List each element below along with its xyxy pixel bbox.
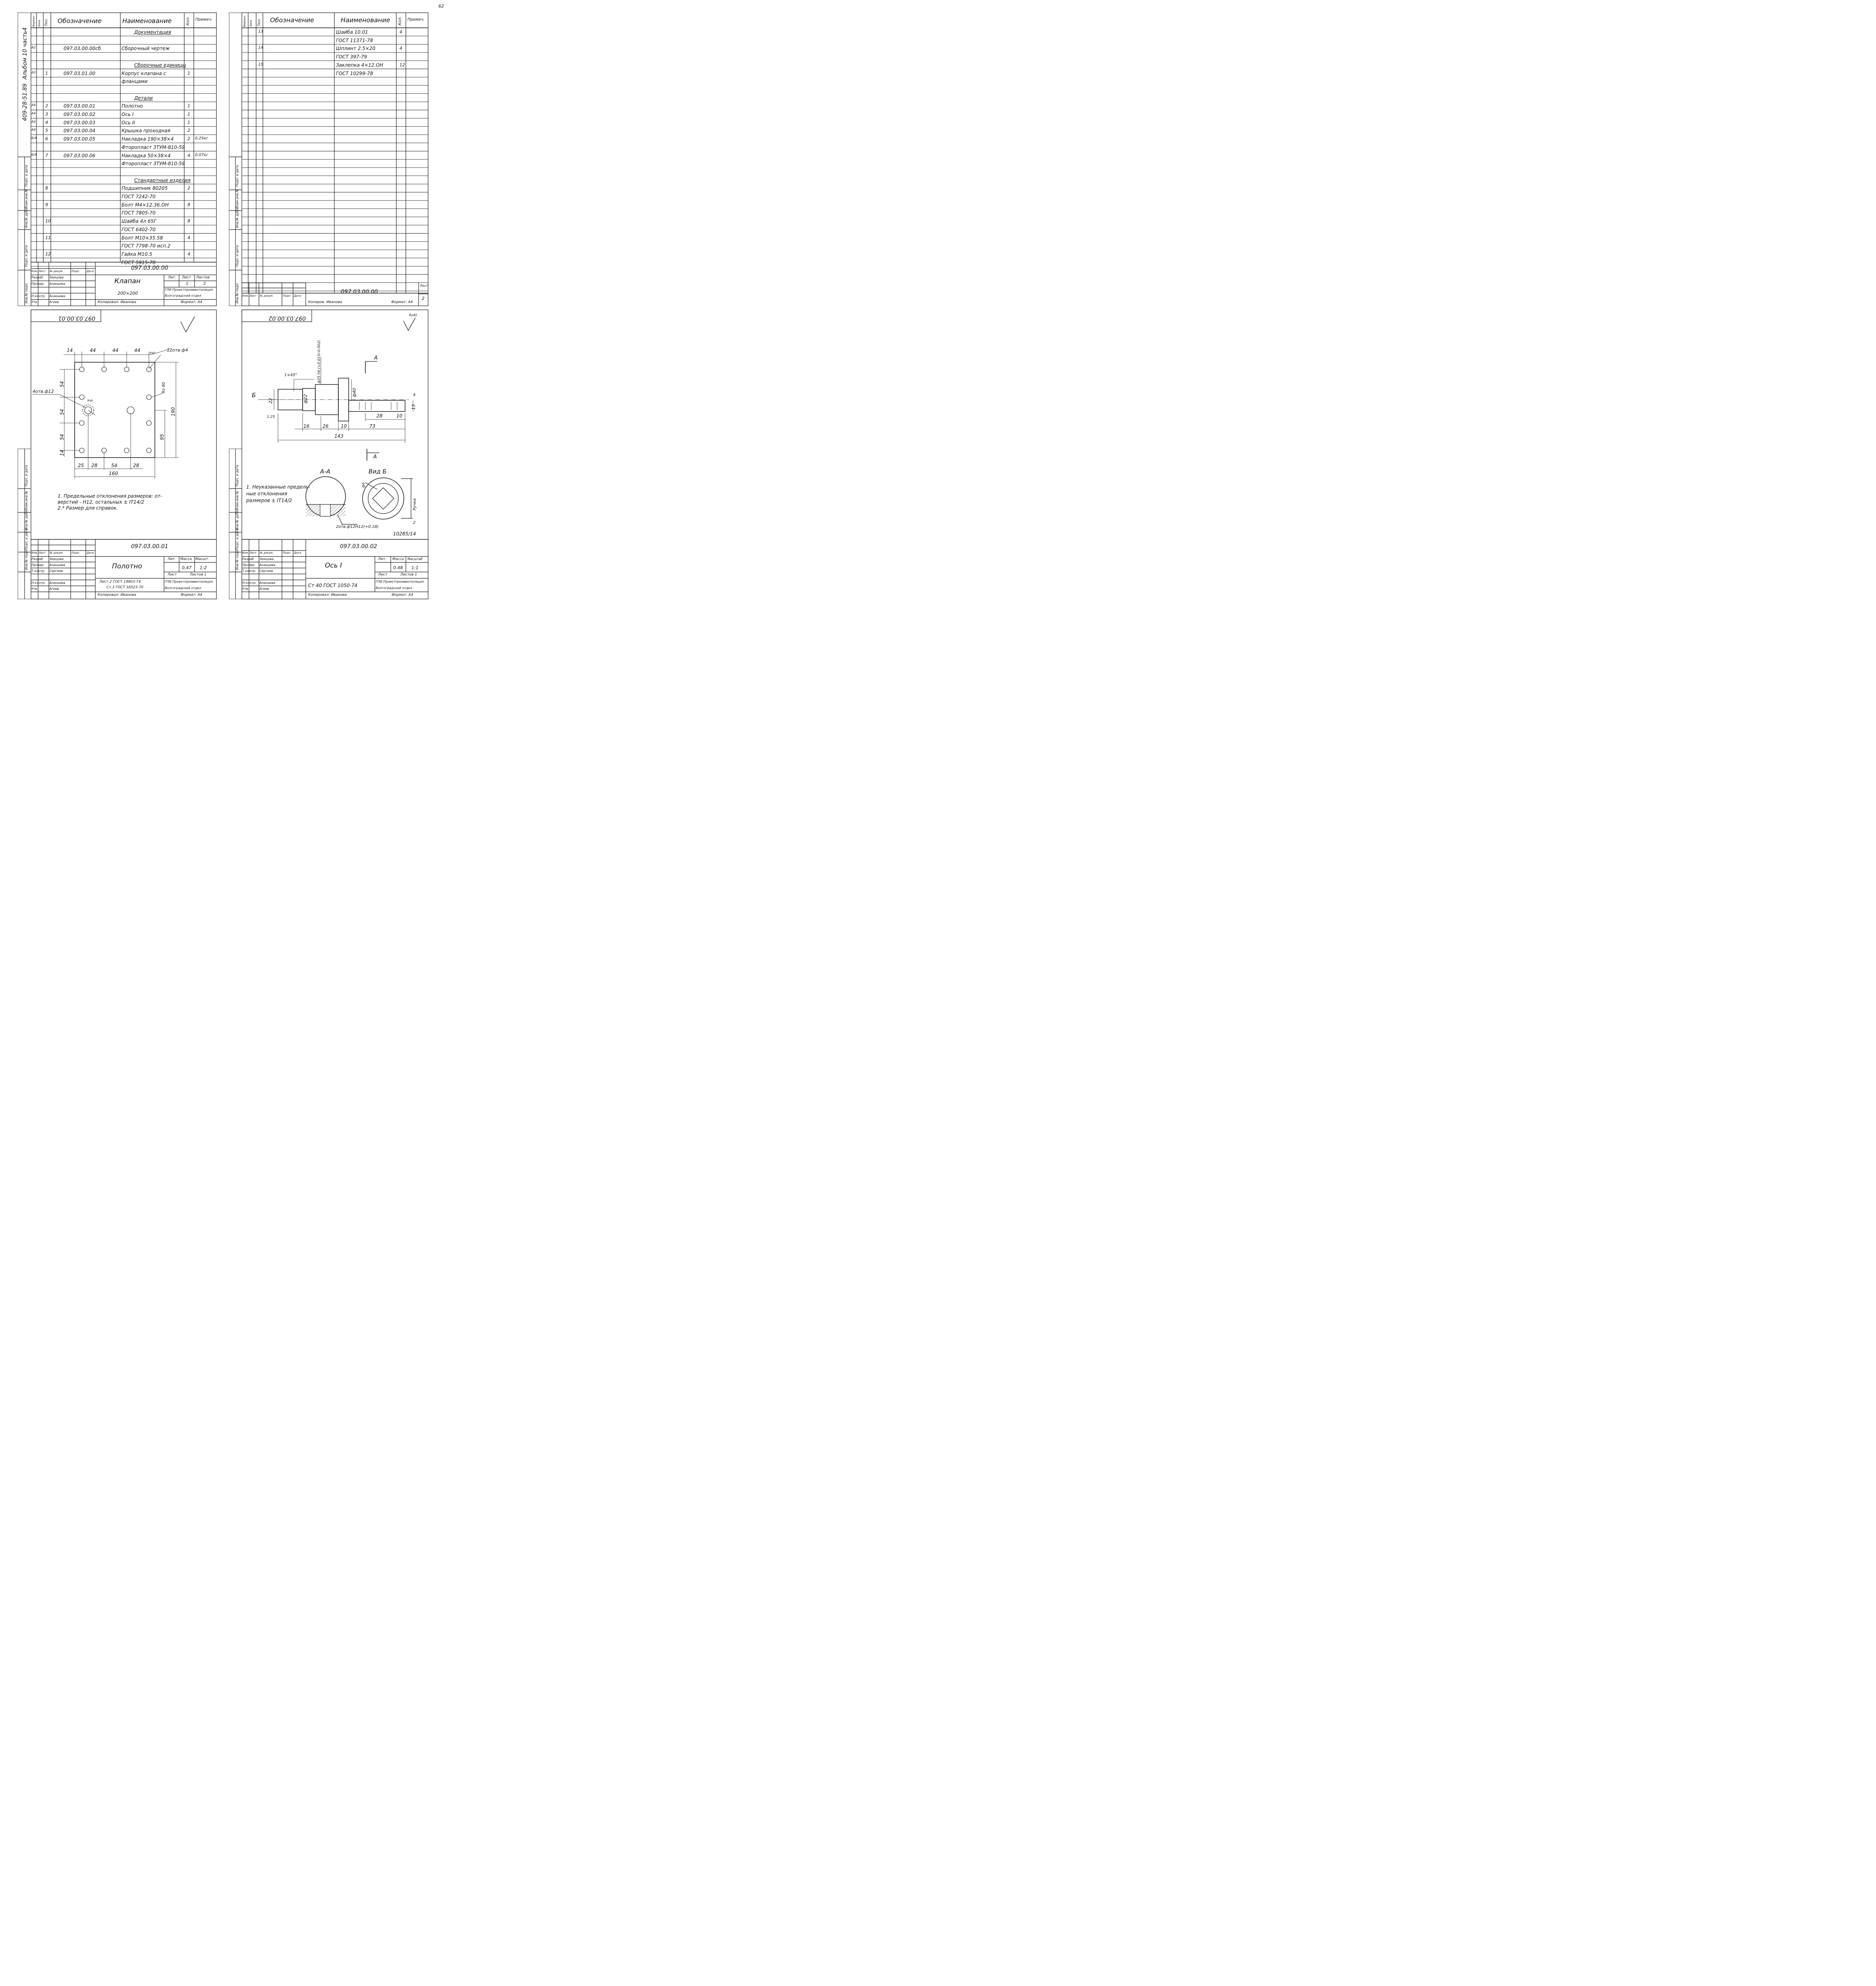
headcol-3: Подп. [71, 270, 80, 273]
stub-label-0: Подп. и дата [25, 465, 28, 487]
part1-note-1: 1. Предельные отклонения размеров: от- [58, 493, 162, 499]
col-zone: Зона [38, 20, 41, 27]
spec2-cell-pos: 14 [258, 46, 263, 50]
role-name: Агеев [259, 587, 269, 591]
spec-cell-qty: 4 [187, 153, 190, 158]
dim-22: 22 [268, 398, 273, 404]
stub-label-0: Подп. и дата [235, 165, 239, 187]
dim-chamfer: 1×45° [284, 373, 297, 377]
headcol-0: Изм. [242, 551, 249, 554]
dim-54a: 54 [59, 381, 65, 387]
spec-cell-name: Ось II [122, 120, 135, 126]
spec-cell-designation: 097.03.00.00сб [64, 46, 101, 52]
spec2-cell-name: Шайба 10.01 [336, 29, 368, 35]
role-label: Разраб. [31, 276, 44, 279]
headcol-1: Лист [249, 551, 257, 554]
dim-44a: 44 [90, 348, 96, 353]
col2-note: Примеч. [407, 17, 425, 22]
role-name: Ананьева [49, 581, 66, 585]
part1-title: Полотно [112, 562, 142, 570]
col2-format: Формат [243, 15, 246, 27]
dim-view-b: Б [252, 392, 256, 399]
spec-cell-name: Сборочные единицы [134, 62, 186, 68]
spec-cell-qty: 2 [187, 136, 190, 142]
role-label: Провер. [31, 563, 45, 567]
part1-scale: 1:2 [200, 565, 207, 570]
part2-roughness-label: Rz40 [409, 313, 417, 317]
role-name: Ананьева [49, 282, 66, 286]
spec-cell-name: ГОСТ 7798-70 исп.2 [122, 243, 171, 249]
role-name: Земцова [49, 557, 64, 561]
dim-28a: 28 [91, 463, 98, 468]
dim-95: 95 [159, 434, 165, 440]
spec-cell-name: Документация [134, 29, 171, 35]
dim-4-holes: 4отв.ф12 [33, 389, 54, 394]
stub-label-1: Взам.инв.№ [235, 491, 239, 510]
part1-copied: Копировал: Иванова [98, 593, 137, 597]
role-name: Агеев [49, 587, 59, 591]
headcol-3: Подп. [71, 551, 80, 554]
sheet1-list: Лист [182, 276, 191, 280]
stub-label-2: Инв.№ дубл. [25, 207, 28, 228]
role-label: Утв. [31, 587, 38, 591]
role-label: Н.контр. [31, 581, 46, 585]
spec-cell-designation: 097.03.00.05 [64, 136, 96, 142]
role-name: Земцова [259, 557, 274, 561]
dim-28: 28 [376, 413, 383, 419]
stub-label-2: Инв.№ дубл. [25, 509, 28, 530]
spec-cell-qty: 4 [187, 251, 190, 257]
stub-label-1: Взам.инв.№ [25, 189, 28, 209]
part1-mass: 0,47 [182, 565, 192, 570]
dim-73: 73 [369, 423, 376, 429]
headcol-1: Лист [249, 294, 257, 298]
sheet1-format: Формат: А4 [181, 300, 203, 304]
headcol-0: Изм. [242, 294, 249, 298]
spec-cell-name: Подшипник 80205 [122, 185, 168, 191]
part2-lists: Листов 1 [400, 573, 417, 577]
role-label: Т.контр. [31, 569, 45, 573]
spec-cell-qty: 1 [187, 70, 190, 76]
part1-scale-label: Масшт. [195, 557, 209, 561]
part1-format: Формат: А4 [181, 593, 203, 597]
part2-list: Лист [378, 573, 387, 577]
stub-label-3: Подп. и дата [235, 528, 239, 550]
role-label: Утв. [242, 587, 249, 591]
spec-cell-qty: 1 [187, 112, 190, 117]
spec-cell-qty: 1 [187, 120, 190, 125]
part2-hole-label: 2отв.ф12Н12(+0.18) [336, 525, 379, 529]
part1-mass-label: Масса [180, 557, 192, 561]
spec2-cell-name: Заклепка 4×12.ОН [336, 62, 383, 68]
part2-mass: 0.48 [393, 565, 403, 570]
role-name: Ананьева [259, 581, 276, 585]
spec-cell-note: 0.25кг [195, 136, 208, 141]
spec-cell-name: Стандартные изделия [134, 177, 191, 183]
spec-cell-qty: 1 [187, 103, 190, 109]
part2-org2: Волгоградский отдел [376, 586, 412, 590]
role-name: Сергеев [259, 569, 273, 573]
spec-cell-designation: 097.03.00.03 [64, 120, 96, 126]
spec-cell-name: Фторопласт 3ТУМ-810-59 [122, 161, 185, 167]
dim-d6: ф6 [362, 482, 366, 488]
role-name: Ананьева [49, 563, 66, 567]
spec-cell-qty: 8 [187, 218, 190, 224]
part2-scale-label: Масштаб [407, 557, 423, 561]
spec-cell-format: А4 [31, 128, 36, 132]
spec-cell-name: Шайба 4л 65Г [122, 218, 156, 224]
sheet1-sheet-no: 1 [186, 282, 189, 286]
dim-rz80: Rz 80 [162, 382, 166, 393]
role-name: Агеев [49, 300, 59, 304]
spec-cell-pos: 2 [45, 103, 48, 109]
spec-cell-name: ГОСТ 7242-70 [122, 194, 156, 199]
dim-d40: ф40 [352, 388, 357, 397]
role-label: Н.контр. [31, 294, 46, 298]
stub-label-1: Взам.инв.№ [25, 491, 28, 510]
headcol-4: Дата [87, 270, 94, 273]
dim-54d: 54 [111, 463, 118, 468]
spec-cell-designation: 097.03.00.02 [64, 112, 96, 117]
sheet1-lit: Лит. [168, 276, 176, 280]
spec-cell-pos: 1 [45, 70, 48, 76]
col2-qty: Кол. [398, 16, 402, 25]
spec-cell-format: А3 [31, 70, 36, 74]
spec-cell-format: Б/4 [31, 136, 37, 140]
role-name: Сергеев [49, 569, 63, 573]
headcol-1: Лист [39, 551, 46, 554]
col2-name: Наименование [341, 16, 390, 24]
spec-cell-format: А4 [31, 103, 36, 107]
spec-cell-pos: 12 [45, 251, 51, 257]
headcol-3: Подп. [283, 551, 291, 554]
role-label: Провер. [242, 563, 256, 567]
dim-14b: 14 [59, 450, 65, 456]
spec2-cell-name: ГОСТ 10299-78 [336, 70, 373, 76]
dim-13: 13 [411, 404, 416, 410]
sheet1-org2: Волгоградский отдел [165, 294, 201, 298]
spec-cell-qty: 2 [187, 128, 190, 133]
col2-zone: Зона [249, 20, 253, 27]
stub-label-3: Подп. и дата [25, 528, 28, 550]
dim-10: 10 [396, 413, 403, 419]
dim-16: 16 [303, 423, 310, 429]
spec-cell-pos: 4 [45, 120, 48, 125]
spec-cell-qty: 2 [187, 185, 190, 191]
stub-label-3: Подп. и дата [235, 245, 239, 267]
headcol-0: Изм. [31, 551, 38, 554]
part2-scale: 1:1 [411, 565, 419, 570]
spec-cell-pos: 7 [45, 153, 48, 158]
part2-lit: Лит. [378, 557, 386, 561]
part1-list: Лист [168, 573, 177, 577]
spec-cell-name: ГОСТ 6402-70 [122, 226, 156, 232]
part1-lit: Лит. [168, 557, 176, 561]
role-name: Ананьева [49, 294, 66, 298]
col-format: Формат [32, 15, 35, 27]
col-designation: Обозначение [58, 17, 102, 25]
role-name: Земцова [49, 276, 64, 279]
sheet2-format: Формат: А4 [391, 300, 413, 304]
dim-d25: ф25 h6 (+0.015/-0.002) [317, 340, 321, 383]
part2-doc-number: 097.03.00.02 [340, 543, 377, 550]
sheet1-copied: Копировал: Иванова [98, 300, 137, 304]
part1-doc-number: 097.03.00.01 [131, 543, 168, 550]
sheet2-doc-number: 097.03.00.00 [341, 289, 378, 295]
spec-cell-format: А2 [31, 46, 36, 50]
spec-cell-name: Детали [134, 95, 153, 101]
dim-14a: 14 [67, 348, 73, 353]
dim-54c: 54 [59, 434, 65, 440]
spec-cell-pos: 3 [45, 112, 48, 117]
stub-label-4: Инв.№ подл. [25, 549, 28, 570]
stub-label-0: Подп. и дата [25, 165, 28, 187]
spec-cell-designation: 097.03.00.04 [64, 128, 96, 134]
headcol-2: № докум. [260, 551, 274, 554]
dim-143: 143 [334, 433, 344, 439]
dim-r40: R40 [150, 352, 155, 355]
part1-org1: ГПИ Проектпромвентиляция [165, 580, 213, 583]
sheet1-doc-number: 097.03.00.00 [131, 265, 168, 271]
part1-stamp-code: 097.03.00.01 [58, 315, 95, 321]
part1-material1: Лист 2 ГОСТ 19903-74 [99, 580, 141, 584]
col2-designation: Обозначение [270, 16, 315, 24]
page-number: 62 [438, 4, 444, 9]
spec2-cell-name: Шплинт 2.5×20 [336, 46, 376, 52]
col-name: Наименование [122, 17, 172, 25]
headcol-4: Дата [87, 551, 94, 554]
spec-cell-name: ГОСТ 5915-70 [122, 259, 156, 265]
spec-cell-pos: 11 [45, 235, 51, 240]
spec-cell-name: ГОСТ 7805-70 [122, 210, 156, 216]
dim-12-holes: 12отв.ф4 [167, 348, 188, 353]
stub-label-4: Инв.№ подл. [235, 549, 239, 570]
dim-44b: 44 [112, 348, 119, 353]
dim-section-a-top: А [374, 355, 378, 361]
part2-copied: Копировал: Иванова [308, 593, 347, 597]
spec-cell-name: Болт М4×12.36.ОН [122, 202, 169, 208]
part1-note-2: верстий - Н12, остальных ± IT14/2 [58, 499, 145, 505]
headcol-4: Дата [294, 551, 301, 554]
spec2-cell-pos: 15 [258, 62, 263, 67]
spec-cell-pos: 10 [45, 218, 51, 224]
role-label: Разраб. [242, 557, 255, 561]
sheet1-title: Клапан [114, 277, 141, 285]
dim-ruchka: Ручка [413, 498, 417, 510]
sheet1-size: 200×200 [118, 291, 138, 296]
spec-cell-qty: 8 [187, 202, 190, 207]
spec-cell-qty: 4 [187, 235, 190, 240]
spec2-cell-name: ГОСТ 11371-78 [336, 37, 373, 43]
part2-format: Формат: А4 [392, 593, 413, 597]
spec-cell-name: Накладка 190×38×4 [122, 136, 174, 142]
section-aa-label: А-А [320, 468, 330, 475]
stub-label-4: Инв.№ подл. [25, 282, 28, 303]
headcol-2: № докум. [50, 270, 64, 273]
headcol-0: Изм. [31, 270, 38, 273]
part2-mass-label: Масса [392, 557, 404, 561]
spec-row-lines [0, 0, 449, 623]
dim-54b: 54 [59, 409, 65, 415]
role-label: Утв. [31, 300, 38, 304]
part1-note-3: 2.* Размер для справок. [58, 505, 118, 511]
spec-cell-name: Ось I [122, 112, 134, 117]
sheet2-sheet-no: 2 [422, 296, 425, 301]
spec2-cell-qty: 4 [400, 46, 402, 51]
stub-label-0: Подп. и дата [235, 465, 239, 487]
dim-28b: 28 [133, 463, 139, 468]
spec-cell-designation: 097.03.00.01 [64, 103, 96, 109]
col2-pos: Поз. [257, 18, 261, 26]
dim-125: 1.25 [267, 415, 275, 419]
role-label: Н.контр. [242, 581, 257, 585]
part1-lists: Листов 1 [190, 573, 207, 577]
part1-org2: Волгоградский отдел [165, 586, 201, 590]
sheet1-sheets: 2 [203, 282, 206, 286]
spec-cell-pos: 6 [45, 136, 48, 142]
spec-cell-name: Крышка проходная [122, 128, 170, 134]
part2-org1: ГПИ Проектпромвентиляция [376, 580, 424, 583]
role-name: Ананьева [259, 563, 276, 567]
spec-cell-name: Корпус клапана с [122, 70, 166, 76]
spec-cell-format: Б/4 [31, 153, 37, 156]
sheet1-org1: ГПИ Проектпромвентиляция [165, 288, 213, 292]
dim-d22: ф22 [303, 394, 308, 404]
dim-160: 160 [109, 471, 118, 476]
spec-cell-name: Фторопласт 3ТУМ-810-59 [122, 144, 185, 150]
part1-material2: Ст.3 ГОСТ 16523-70 [106, 585, 144, 589]
part2-note-3: размеров ± IT14/2 [246, 498, 292, 503]
spec-cell-name: Болт М10×35.58 [122, 235, 163, 241]
spec-cell-name: Сборочный чертеж [122, 46, 170, 52]
spec-cell-note: 0.07кг [195, 153, 208, 157]
dim-10b: 10 [341, 423, 347, 429]
stub-label-2: Инв.№ дубл. [235, 509, 239, 530]
dim-190: 190 [170, 407, 176, 416]
spec-cell-pos: 5 [45, 128, 48, 133]
headcol-4: Дата [294, 294, 301, 298]
spec2-cell-name: ГОСТ 397-79 [336, 54, 367, 60]
code-mark: 10285/14 [393, 531, 416, 537]
spec-cell-pos: 8 [45, 185, 48, 191]
col-note: Примеч. [195, 17, 213, 22]
spec2-cell-qty: 4 [400, 29, 402, 35]
stub-label-1: Взам.инв.№ [235, 189, 239, 209]
spec-cell-name: Накладка 50×38×4 [122, 153, 171, 158]
sheet2-list: Лист [420, 284, 428, 288]
col-qty: Кол. [186, 16, 190, 25]
dim-25: 25 [78, 463, 84, 468]
role-label: Провер. [31, 282, 45, 286]
headcol-2: № докум. [260, 294, 274, 298]
spec-cell-name: Полотно [122, 103, 143, 109]
col-pos: Поз. [44, 18, 48, 26]
part2-material: Ст 40 ГОСТ 1050-74 [308, 583, 358, 588]
part2-note-2: ные отклонения [246, 491, 288, 496]
headcol-1: Лист [39, 270, 46, 273]
part2-note-1: 1. Неуказанные предель- [246, 484, 311, 490]
spec-cell-pos: 9 [45, 202, 48, 207]
dim-44c: 44 [134, 348, 141, 353]
spec-cell-format: А4 [31, 120, 36, 124]
view-b-label: Вид Б [369, 468, 387, 475]
dim-26: 26 [322, 423, 329, 429]
spec-cell-designation: 097.03.00.06 [64, 153, 96, 158]
stub-label-4: Инв.№ подл. [235, 282, 239, 303]
part2-title: Ось I [325, 562, 342, 570]
sheet2-copied: Копиров. Иванова [308, 300, 342, 304]
album-label: Альбом 10 часть4 [22, 27, 28, 79]
stub-label-3: Подп. и дата [25, 245, 28, 267]
album-code: 409-28-51.89 [22, 83, 28, 121]
spec-cell-name: Гайка М10.5 [122, 251, 152, 257]
role-label: Разраб. [31, 557, 44, 561]
spec2-cell-qty: 12 [400, 62, 405, 68]
stub-label-2: Инв.№ дубл. [235, 207, 239, 228]
spec-cell-designation: 097.03.01.00 [64, 70, 96, 76]
dim-section-a-bottom: А [373, 454, 377, 460]
headcol-3: Подп. [283, 294, 291, 298]
dim-r40b: R40 [87, 399, 93, 402]
dim-4: 4 [413, 393, 416, 397]
spec2-cell-pos: 13 [258, 29, 263, 34]
spec-cell-name: фланцами [122, 79, 148, 85]
part2-stamp-code: 097.03.00.02 [268, 315, 306, 321]
role-label: Т.контр. [242, 569, 256, 573]
drawing-page [0, 0, 449, 623]
sheet1-lists: Листов [196, 276, 210, 280]
dim-2: 2 [413, 521, 416, 525]
headcol-2: № докум. [50, 551, 64, 554]
spec-cell-format: А4 [31, 112, 36, 115]
